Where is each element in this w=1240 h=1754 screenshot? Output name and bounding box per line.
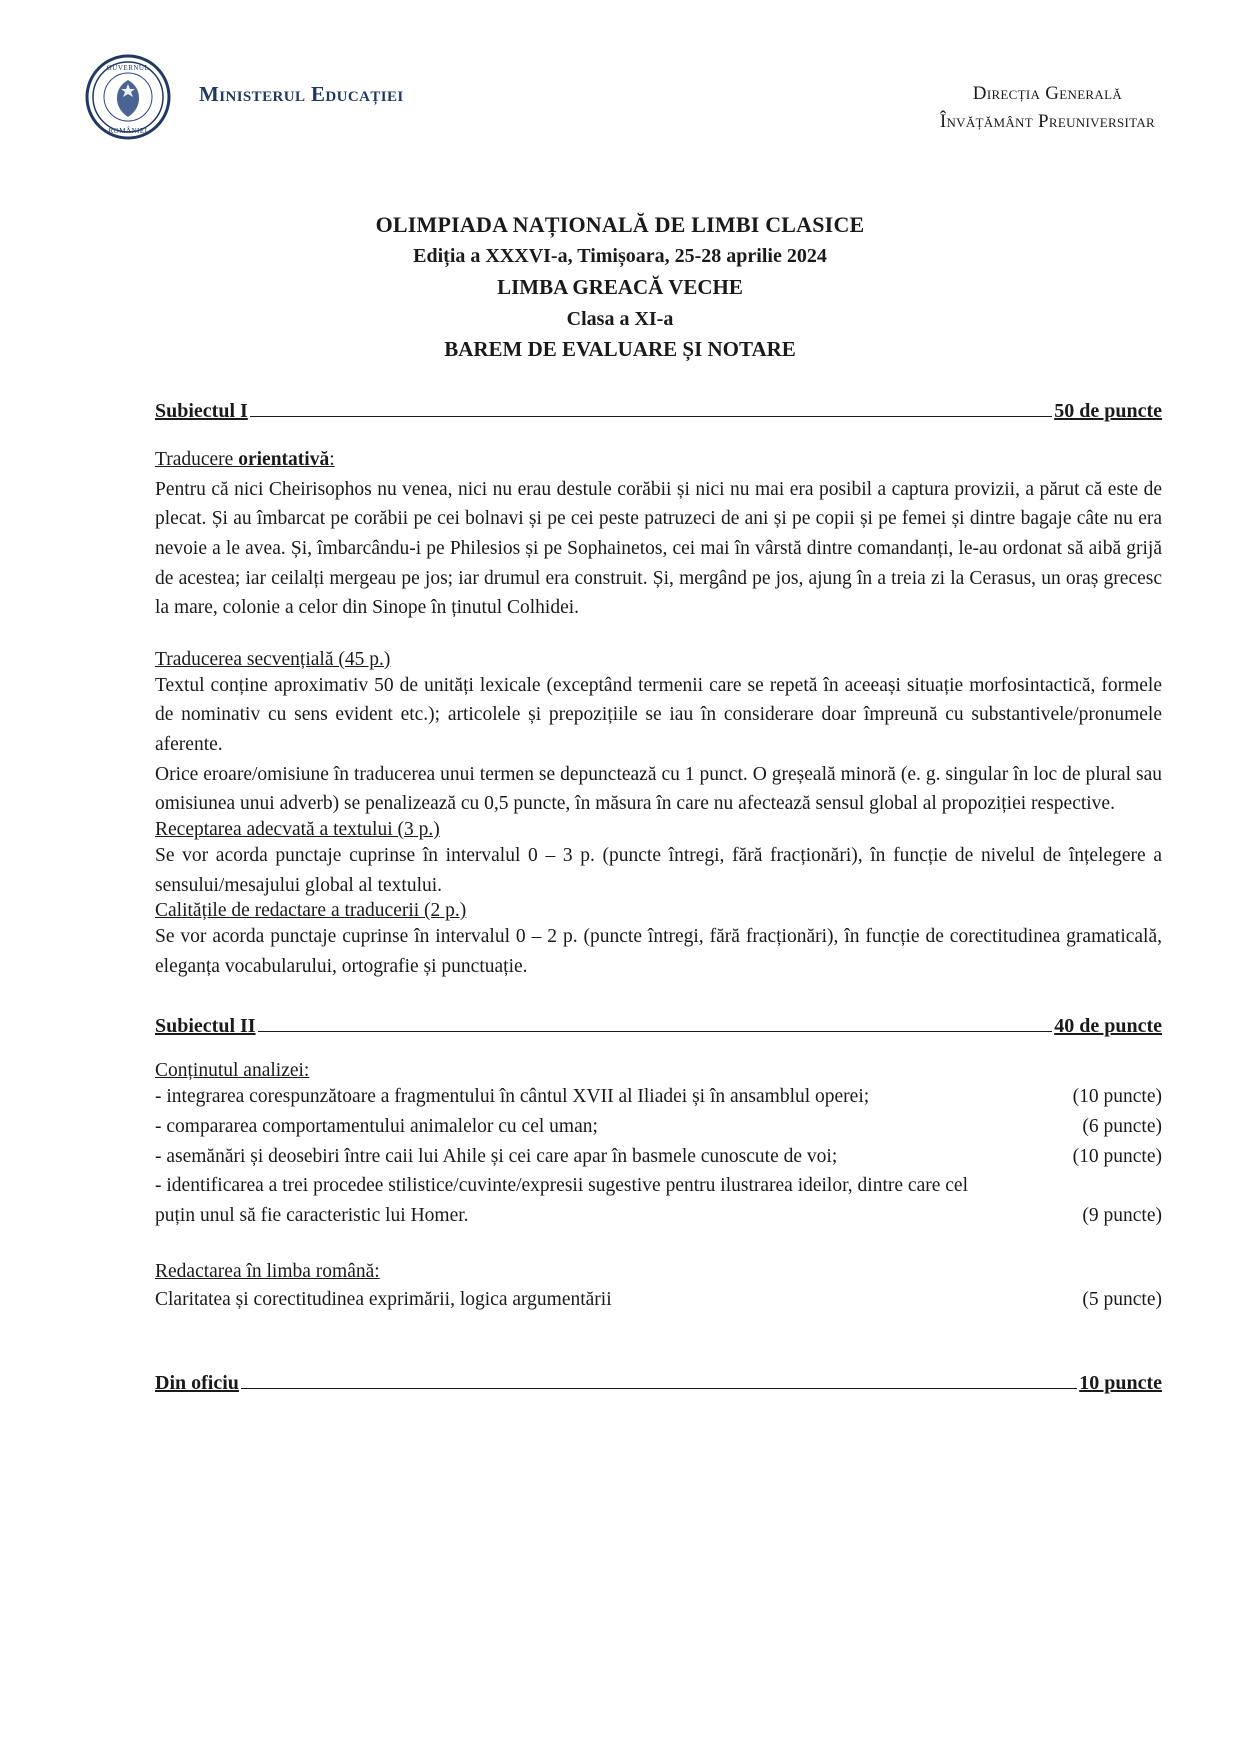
- department-line-2: Învățământ Preuniversitar: [939, 110, 1155, 132]
- analysis-item-points: (10 puncte): [1072, 1086, 1162, 1108]
- analysis-content-heading: Conținutul analizei:: [155, 1060, 310, 1082]
- analysis-item-text: - asemănări și deosebiri între caii lui Ahile și cei care apar în basmele cunoscute de voi;: [155, 1145, 838, 1167]
- department-name: [940, 80, 1165, 135]
- reception-heading: Receptarea adecvată a textului (3 p.): [155, 818, 440, 840]
- list-item: [155, 1082, 1162, 1112]
- translation-heading-emph: orientativă: [238, 449, 330, 471]
- translation-text: Pentru că nici Cheirisophos nu venea, nici nu erau destule corăbii și nici nu mai era posibil a captura provizii, a părut că este de plecat. Și au îmbarcat pe corăbii pe cei bolnavi și pe cei peste patruzeci de ani și pe copii și pe femei și dintre bagaje câte nu era nevoie a le avea. Și, îmbarcându-i pe Philesios și pe Sophainetos, cei mai în vârstă dintre comandanți, le-au ordonat să aibă grijă de acestea; iar ceilalți mergeau pe jos; iar drumul era construit. Și, mergând pe jos, ajung în a treia zi la Cerasus, un oraș grecesc la mare, colonie a celor din Sinope în ținutul Colhidei.: [155, 478, 1162, 619]
- quality-heading: Calitățile de redactare a traducerii (2 p.): [155, 900, 467, 922]
- quality-text: Se vor acorda punctaje cuprinse în intervalul 0 – 2 p. (puncte întregi, fără fracționări), în funcție de corectitudinea gramaticală, eleganța vocabularului, ortografie și punctuație.: [155, 926, 1162, 977]
- ministry-name: Ministerul Educației: [199, 82, 404, 106]
- redaction-row: [155, 1285, 1162, 1315]
- subject-2-header: [155, 1015, 1162, 1038]
- sequential-translation-heading: Traducerea secvențială (45 p.): [155, 648, 391, 670]
- document-body: [0, 400, 1240, 1395]
- rule-line: [258, 1031, 1053, 1032]
- document-header: [0, 0, 1240, 140]
- subject-1-label: Subiectul I: [155, 400, 248, 423]
- subject-1-points: 50 de puncte: [1054, 400, 1162, 423]
- office-label: Din oficiu: [155, 1372, 239, 1395]
- office-points: 10 puncte: [1079, 1372, 1162, 1395]
- list-item: [155, 1171, 1162, 1230]
- svg-text:GUVERNUL: GUVERNUL: [106, 64, 150, 72]
- title-block: [0, 208, 1240, 366]
- redaction-text: Claritatea și corectitudinea exprimării, logica argumentării: [155, 1288, 612, 1310]
- list-item: [155, 1112, 1162, 1142]
- rule-line: [250, 416, 1052, 417]
- class-level: Clasa a XI-a: [566, 307, 674, 330]
- subject-1-header: [155, 400, 1162, 423]
- list-item: [155, 1142, 1162, 1172]
- document-type: BAREM DE EVALUARE ȘI NOTARE: [444, 337, 796, 362]
- subject-language: LIMBA GREACĂ VECHE: [497, 274, 743, 299]
- sequential-translation-text-1: Textul conține aproximativ 50 de unități lexicale (exceptând termenii care se repetă în aceeași situație morfosintactică, formele de nominativ cu sens evident etc.); articolele și prepozițiile se iau în considerare doar împreună cu substantivele/pronumele aferente.: [155, 674, 1162, 756]
- analysis-item-points: (6 puncte): [1082, 1116, 1162, 1138]
- subject-2-label: Subiectul II: [155, 1015, 256, 1038]
- translation-heading-colon: :: [329, 449, 335, 471]
- analysis-item-points: (9 puncte): [1082, 1204, 1162, 1226]
- subject-2-points: 40 de puncte: [1054, 1015, 1162, 1038]
- analysis-item-points: (10 puncte): [1072, 1145, 1162, 1167]
- analysis-item-text: - compararea comportamentului animalelor cu cel uman;: [155, 1116, 598, 1138]
- sequential-translation-text-2: Orice eroare/omisiune în traducerea unui termen se depunctează cu 1 punct. O greșeală minoră (e. g. singular în loc de plural sau omisiunea unui adverb) se penalizează cu 0,5 puncte, în măsura în care nu afectează sensul global al propoziției respective.: [155, 763, 1162, 815]
- analysis-item-text: - integrarea corespunzătoare a fragmentului în cântul XVII al Iliadei și în ansamblul operei;: [155, 1086, 870, 1108]
- translation-heading-pre: Traducere: [155, 449, 239, 471]
- analysis-item-text-line-2: puțin unul să fie caracteristic lui Homer.: [155, 1204, 469, 1226]
- translation-heading: [155, 445, 1162, 475]
- rule-line: [241, 1388, 1077, 1389]
- department-line-1: Direcția Generală: [972, 83, 1123, 104]
- romania-government-crest-icon: [85, 54, 171, 140]
- office-points-row: [155, 1372, 1162, 1395]
- analysis-item-text-line-1: - identificarea a trei procedee stilistice/cuvinte/expresii sugestive pentru ilustrarea ideilor, dintre care cel: [155, 1175, 968, 1197]
- edition-line: Ediția a XXXVI-a, Timișoara, 25-28 aprilie 2024: [413, 245, 827, 268]
- olympiad-title: OLIMPIADA NAȚIONALĂ DE LIMBI CLASICE: [375, 212, 865, 237]
- reception-text: Se vor acorda punctaje cuprinse în intervalul 0 – 3 p. (puncte întregi, fără fracționări), în funcție de nivelul de înțelegere a sensului/mesajului global al textului.: [155, 844, 1162, 896]
- svg-text:ROMÂNIEI: ROMÂNIEI: [108, 127, 148, 135]
- redaction-heading: Redactarea în limba română:: [155, 1260, 380, 1282]
- redaction-points: (5 puncte): [1082, 1288, 1162, 1310]
